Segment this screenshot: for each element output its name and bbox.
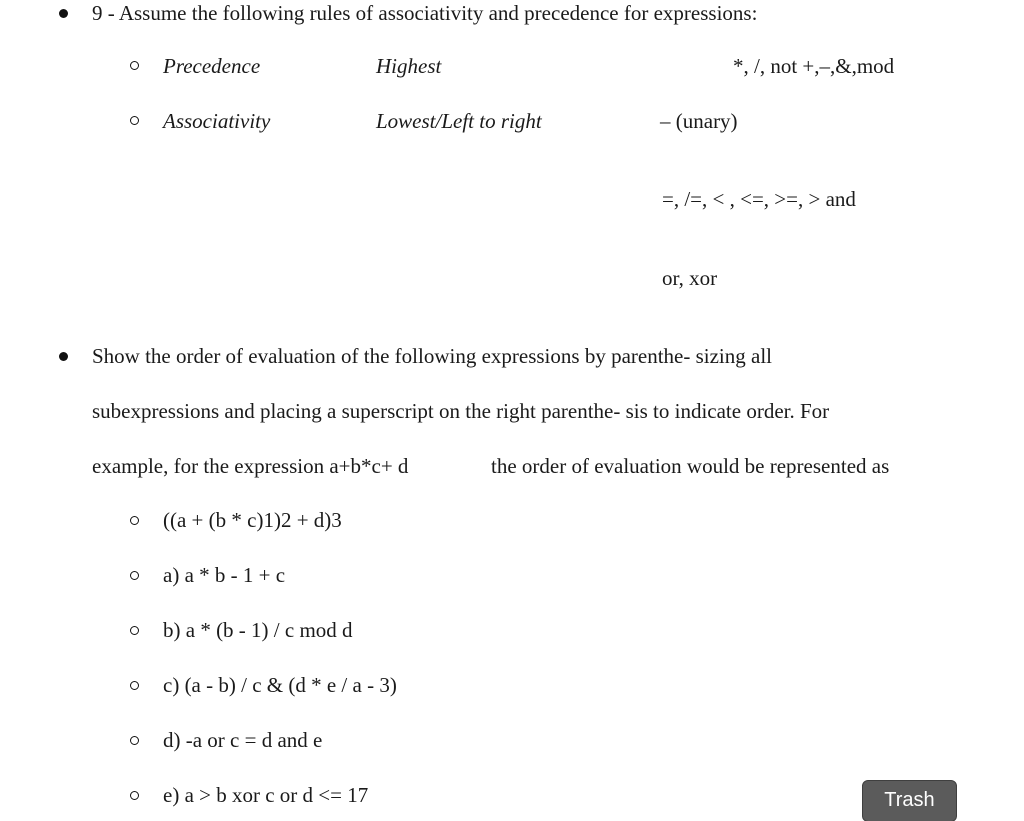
- instruction-line-2: subexpressions and placing a superscript on the right parenthe- sis to indicate order. For: [92, 399, 830, 423]
- bullet-item-b: [130, 626, 139, 635]
- bullet-associativity: [130, 116, 139, 125]
- bullet-instruction: [59, 352, 68, 361]
- relational-operators: =, /=, < , <=, >=, > and: [662, 187, 856, 211]
- lowest-left-to-right-label: Lowest/Left to right: [376, 109, 542, 133]
- question-9-heading: 9 - Assume the following rules of associativity and precedence for expressions:: [92, 1, 758, 25]
- bullet-item-c: [130, 681, 139, 690]
- bullet-precedence: [130, 61, 139, 70]
- trash-button[interactable]: Trash: [862, 780, 957, 821]
- expression-a: a) a * b - 1 + c: [163, 563, 286, 587]
- logical-operators: or, xor: [662, 266, 718, 290]
- expression-b: b) a * (b - 1) / c mod d: [163, 618, 353, 642]
- precedence-label: Precedence: [163, 54, 261, 78]
- bullet-item-d: [130, 736, 139, 745]
- bullet-question-9: [59, 9, 68, 18]
- associativity-label: Associativity: [163, 109, 271, 133]
- expression-d: d) -a or c = d and e: [163, 728, 323, 752]
- instruction-line-1: Show the order of evaluation of the following expressions by parenthe- sizing all: [92, 344, 772, 368]
- highest-operators: *, /, not +,–,&,mod: [733, 54, 895, 78]
- unary-operators: – (unary): [660, 109, 738, 133]
- expression-e: e) a > b xor c or d <= 17: [163, 783, 369, 807]
- bullet-item-a: [130, 571, 139, 580]
- instruction-line-3a: example, for the expression a+b*c+ d: [92, 454, 409, 478]
- example-expression: ((a + (b * c)1)2 + d)3: [163, 508, 342, 532]
- expression-c: c) (a - b) / c & (d * e / a - 3): [163, 673, 397, 697]
- highest-label: Highest: [376, 54, 442, 78]
- bullet-example: [130, 516, 139, 525]
- instruction-line-3b: the order of evaluation would be represented as: [491, 454, 890, 478]
- bullet-item-e: [130, 791, 139, 800]
